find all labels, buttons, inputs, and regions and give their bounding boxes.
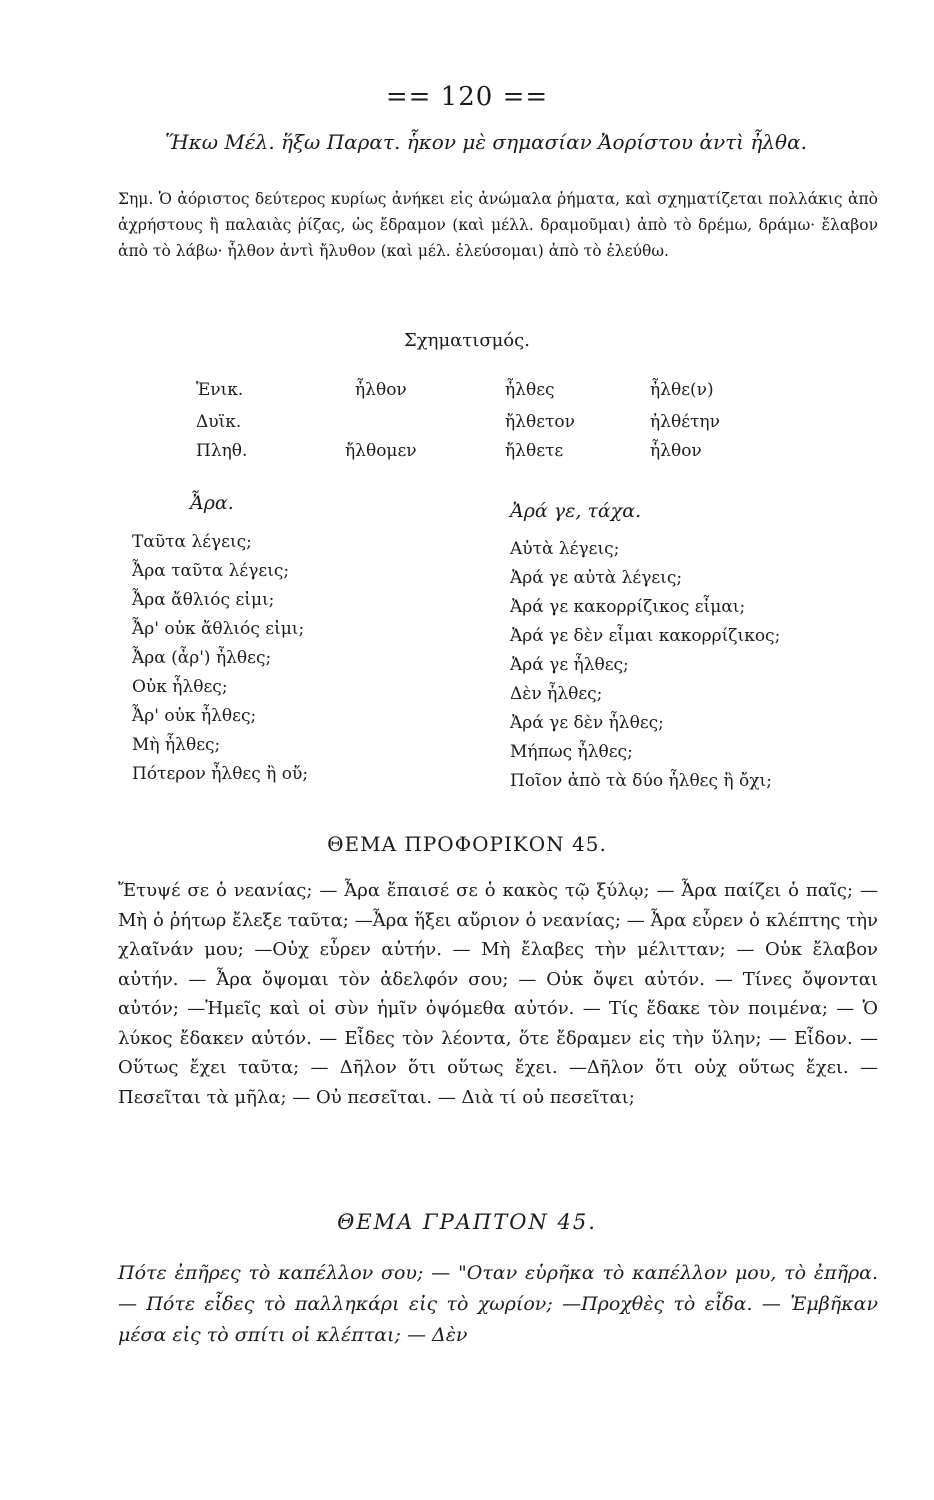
- list-item: Ἀρά γε κακορρίζικος εἶμαι;: [510, 597, 746, 617]
- oral-theme-title: ΘΕΜΑ ΠΡΟΦΟΡΙΚΟΝ 45.: [327, 832, 607, 856]
- conj-label-singular: Ἑνικ.: [196, 380, 244, 400]
- list-item: Ἀρά γε δὲν εἶμαι κακορρίζικος;: [510, 626, 781, 646]
- conj-cell: ἠλθέτην: [650, 412, 720, 432]
- list-item: Δὲν ἦλθες;: [510, 684, 603, 704]
- list-item: Ἀρά γε αὐτὰ λέγεις;: [510, 568, 683, 588]
- oral-theme-text: Ἔτυψέ σε ὁ νεανίας; — Ἆρα ἔπαισέ σε ὁ κακὸς τῷ ξύλῳ; — Ἆρα παίζει ὁ παῖς; — Μὴ ὁ ῥήτωρ ἔλεξε ταῦτα; —Ἆρα ἥξει αὔριον ὁ νεανίας; — Ἆρα εὗρεν ὁ κλέπτης τὴν χλαῖνάν μου; —Οὐχ εὗρεν αὐτήν. — Μὴ ἔλαβες τὴν μέλιτταν; — Οὐκ ἔλαβον αὐτήν. — Ἆρα ὄψομαι τὸν ἀδελφόν σου; — Οὐκ ὄψει αὐτόν. — Τίνες ὄψονται αὐτόν; —Ἡμεῖς καὶ οἱ σὺν ἡμῖν ὀψόμεθα αὐτόν. — Τίς ἔδακε τὸν ποιμένα; — Ὁ λύκος ἔδακεν αὐτόν. — Εἶδες τὸν λέοντα, ὅτε ἔδραμεν εἰς τὴν ὕλην; — Εἶδον. — Οὕτως ἔχει ταῦτα; — Δῆλον ὅτι οὕτως ἔχει. —Δῆλον ὅτι οὐχ οὕτως ἔχει. — Πεσεῖται τὰ μῆλα; — Οὐ πεσεῖται. — Διὰ τί οὐ πεσεῖται;: [118, 880, 878, 1108]
- conj-cell: ἦλθον: [355, 380, 407, 400]
- left-column-examples: [132, 528, 308, 789]
- list-item: Μήπως ἦλθες;: [510, 742, 633, 762]
- list-item: Ποῖον ἀπὸ τὰ δύο ἦλθες ἢ ὄχι;: [510, 771, 772, 791]
- verb-entry-line: Ἥκω Μέλ. ἥξω Παρατ. ἧκον μὲ σημασίαν Ἀορίστου ἀντὶ ἦλθα.: [165, 130, 807, 154]
- written-theme-text: Πότε ἐπῆρες τὸ καπέλλον σου; — "Οταν εὑρῆκα τὸ καπέλλον μου, τὸ ἐπῆρα. — Πότε εἶδες τὸ παλληκάρι εἰς τὸ χωρίον; —Προχθὲς τὸ εἶδα. — Ἐμβῆκαν μέσα εἰς τὸ σπίτι οἱ κλέπται; — Δὲν: [118, 1262, 878, 1346]
- page-number: == 120 ==: [385, 82, 549, 112]
- list-item: Οὐκ ἦλθες;: [132, 677, 228, 697]
- right-column-heading: Ἀρά γε, τάχα.: [510, 500, 642, 522]
- list-item: Ἆρα ἄθλιός εἰμι;: [132, 590, 275, 610]
- conj-label-dual: Δυϊκ.: [196, 412, 242, 432]
- conj-cell: ἦλθες: [505, 380, 555, 400]
- left-column-heading: Ἆρα.: [190, 492, 234, 514]
- list-item: Αὐτὰ λέγεις;: [510, 539, 620, 559]
- conj-cell: ἤλθομεν: [345, 441, 417, 461]
- conj-cell: ἦλθε(ν): [650, 380, 714, 400]
- list-item: Ἆρα ταῦτα λέγεις;: [132, 561, 290, 581]
- list-item: Ἆρ' οὐκ ἄθλιός εἰμι;: [132, 619, 305, 639]
- conj-cell: ἤλθετον: [505, 412, 575, 432]
- list-item: Ἀρά γε δὲν ἦλθες;: [510, 713, 664, 733]
- right-column-examples: [510, 535, 780, 796]
- conj-cell: ἤλθετε: [505, 441, 564, 461]
- list-item: Πότερον ἦλθες ἢ οὔ;: [132, 764, 309, 784]
- list-item: Μὴ ἦλθες;: [132, 735, 221, 755]
- list-item: Ἆρα (ἆρ') ἦλθες;: [132, 648, 272, 668]
- grammar-note: Σημ. Ὁ ἀόριστος δεύτερος κυρίως ἀνήκει εἰς ἀνώμαλα ῥήματα, καὶ σχηματίζεται πολλάκις ἀπὸ ἀχρήστους ἢ παλαιὰς ῥίζας, ὡς ἔδραμον (καὶ μέλλ. δραμοῦμαι) ἀπὸ τὸ δρέμω, δράμω· ἔλαβον ἀπὸ τὸ λάβω· ἦλθον ἀντὶ ἤλυθον (καὶ μέλ. ἐλεύσομαι) ἀπὸ τὸ ἐλεύθω.: [118, 190, 878, 260]
- written-theme-title: ΘΕΜΑ ΓΡΑΠΤΟΝ 45.: [337, 1210, 597, 1234]
- conj-label-plural: Πληθ.: [196, 441, 248, 461]
- conjugation-title: Σχηματισμός.: [404, 330, 530, 351]
- list-item: Ἆρ' οὐκ ἦλθες;: [132, 706, 257, 726]
- list-item: Ἀρά γε ἦλθες;: [510, 655, 629, 675]
- conj-cell: ἦλθον: [650, 441, 702, 461]
- list-item: Ταῦτα λέγεις;: [132, 532, 252, 552]
